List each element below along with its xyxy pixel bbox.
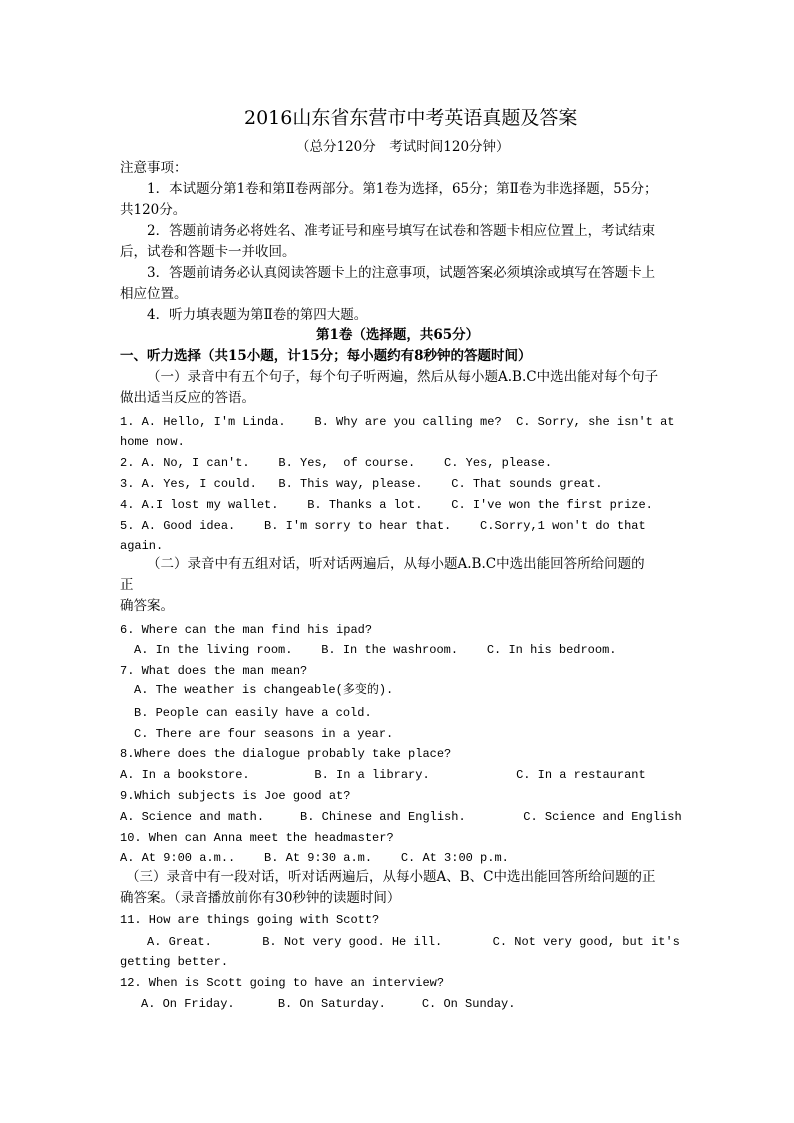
question-10-options: A. At 9:00 a.m.. B. At 9:30 a.m. C. At 3:00 p.m. [120,851,509,865]
question-9: 9.Which subjects is Joe good at? [120,789,351,803]
sub1-instructions-cont: 做出适当反应的答语。 [120,390,255,406]
subtitle: （总分120分 考试时间120分钟） [296,139,510,155]
question-12-options: A. On Friday. B. On Saturday. C. On Sunday. [141,997,516,1011]
notice-item-3: 3．答题前请务必认真阅读答题卡上的注意事项，试题答案必须填涂或填写在答题卡上 [147,265,656,281]
question-2: 2. A. No, I can't. B. Yes, of course. C. Yes, please. [120,456,553,470]
sub3-instructions-cont: 确答案。（录音播放前你有30秒钟的读题时间） [120,890,401,906]
question-11-options: A. Great. B. Not very good. He ill. C. Not very good, but it's [147,935,680,949]
question-1-cont: home now. [120,435,185,449]
sub2-instructions-cont: 正 [120,577,134,593]
part1-heading: 第1卷（选择题，共65分） [316,327,480,343]
question-5: 5. A. Good idea. B. I'm sorry to hear that. C.Sorry,1 won't do that [120,519,646,533]
question-6: 6. Where can the man find his ipad? [120,623,373,637]
question-8: 8.Where does the dialogue probably take place? [120,747,452,761]
sub2-instructions-cont2: 确答案。 [120,598,174,614]
question-10: 10. When can Anna meet the headmaster? [120,831,394,845]
section1-heading: 一、听力选择（共15小题，计15分；每小题约有8秒钟的答题时间） [120,348,532,364]
notice-item-4: 4．听力填表题为第Ⅱ卷的第四大题。 [147,307,368,323]
question-8-options: A. In a bookstore. B. In a library. C. In a restaurant [120,768,646,782]
question-4: 4. A.I lost my wallet. B. Thanks a lot. C. I've won the first prize. [120,498,653,512]
question-12: 12. When is Scott going to have an interview? [120,976,445,990]
question-3: 3. A. Yes, I could. B. This way, please. C. That sounds great. [120,477,603,491]
notice-heading: 注意事项： [120,160,188,176]
notice-item-2-cont: 后，试卷和答题卡一并收回。 [120,244,296,260]
notice-item-1: 1．本试题分第1卷和第Ⅱ卷两部分。第1卷为选择，65分；第Ⅱ卷为非选择题，55分； [147,181,658,197]
question-11-cont: getting better. [120,955,229,969]
question-7-option-b: B. People can easily have a cold. [134,706,372,720]
sub1-instructions: （一）录音中有五个句子，每个句子听两遍，然后从每小题A.B.C中选出能对每个句子 [147,369,659,385]
page-title: 2016山东省东营市中考英语真题及答案 [244,107,578,129]
notice-item-2: 2．答题前请务必将姓名、准考证号和座号填写在试卷和答题卡相应位置上，考试结束 [147,223,656,239]
sub3-instructions: （三）录音中有一段对话，听对话两遍后，从每小题A、B、C中选出能回答所给问题的正 [126,869,656,885]
question-7: 7. What does the man mean? [120,664,308,678]
question-9-options: A. Science and math. B. Chinese and English. C. Science and English [120,810,682,824]
notice-item-1-cont: 共120分。 [120,202,187,218]
question-7-option-c: C. There are four seasons in a year. [134,727,394,741]
question-7-option-a: A. The weather is changeable(多变的). [134,683,394,697]
sub2-instructions: （二）录音中有五组对话，听对话两遍后，从每小题A.B.C中选出能回答所给问题的 [147,556,645,572]
question-1: 1. A. Hello, I'm Linda. B. Why are you calling me? C. Sorry, she isn't at [120,415,675,429]
question-5-cont: again. [120,539,164,553]
notice-item-3-cont: 相应位置。 [120,286,188,302]
question-11: 11. How are things going with Scott? [120,913,380,927]
question-6-options: A. In the living room. B. In the washroom. C. In his bedroom. [134,643,617,657]
